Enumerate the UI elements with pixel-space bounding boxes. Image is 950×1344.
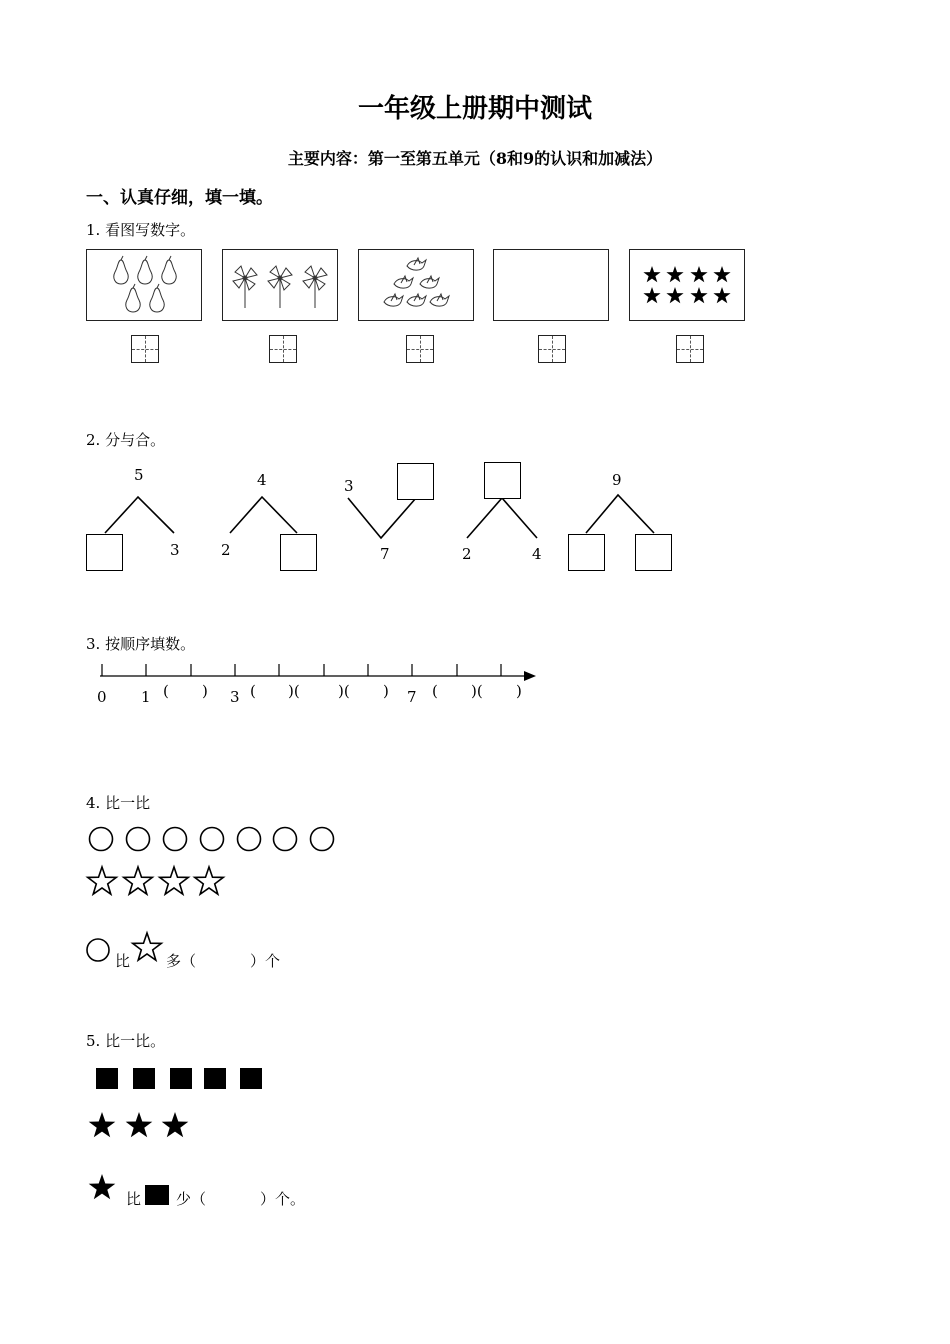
blank-open-3[interactable]: ( [432, 682, 438, 700]
tick-label-3: 3 [230, 688, 240, 706]
square-icon [145, 1185, 169, 1205]
section-heading: 一、认真仔细，填一填。 [86, 188, 273, 208]
square-icon [96, 1068, 118, 1089]
tree3-bottom-number: 7 [380, 545, 390, 563]
tick-label-1: 1 [141, 688, 151, 706]
tree2-left-number: 2 [221, 541, 231, 559]
tree2-top-number: 4 [257, 471, 267, 489]
q5-word-unit: ）个。 [260, 1190, 306, 1208]
star-icon [89, 1174, 116, 1199]
square-icon [133, 1068, 155, 1089]
question-4-label: 4. 比一比 [86, 794, 151, 812]
page-subtitle: 主要内容：第一至第五单元（8和9的认识和加减法） [287, 149, 663, 168]
tree4-left-number: 2 [462, 545, 472, 563]
square-icon [170, 1068, 192, 1089]
blank-mid-2[interactable]: )( [338, 682, 350, 700]
question-1-label: 1. 看图写数字。 [86, 221, 196, 239]
q4-word-more: 多（ [166, 952, 197, 970]
tick-label-7: 7 [407, 688, 417, 706]
star-icon [126, 1112, 153, 1137]
blank-open-2[interactable]: ( [250, 682, 256, 700]
q5-word-less: 少（ [176, 1190, 207, 1208]
q5-word-compare: 比 [126, 1190, 142, 1208]
square-icon [240, 1068, 262, 1089]
tick-label-0: 0 [97, 688, 107, 706]
tree5-top-number: 9 [612, 471, 622, 489]
tree3-left-number: 3 [344, 477, 354, 495]
q5-answer-blank[interactable] [208, 1188, 258, 1206]
tree4-right-number: 4 [532, 545, 542, 563]
q4-word-unit: ）个 [250, 952, 281, 970]
blank-close-2[interactable]: ) [383, 682, 389, 700]
question-3-label: 3. 按顺序填数。 [86, 635, 196, 653]
question-5-label: 5. 比一比。 [86, 1032, 166, 1050]
page-title: 一年级上册期中测试 [357, 94, 592, 124]
square-icon [204, 1068, 226, 1089]
blank-mid-3[interactable]: )( [471, 682, 483, 700]
star-icon [162, 1112, 189, 1137]
q4-word-compare: 比 [115, 952, 131, 970]
star-icon [89, 1112, 116, 1137]
blank-close-1[interactable]: ) [202, 682, 208, 700]
tree1-right-number: 3 [170, 541, 180, 559]
blank-open-1[interactable]: ( [163, 682, 169, 700]
tree1-top-number: 5 [134, 466, 144, 484]
question-2-label: 2. 分与合。 [86, 431, 166, 449]
blank-mid-1[interactable]: )( [288, 682, 300, 700]
blank-close-3[interactable]: ) [516, 682, 522, 700]
